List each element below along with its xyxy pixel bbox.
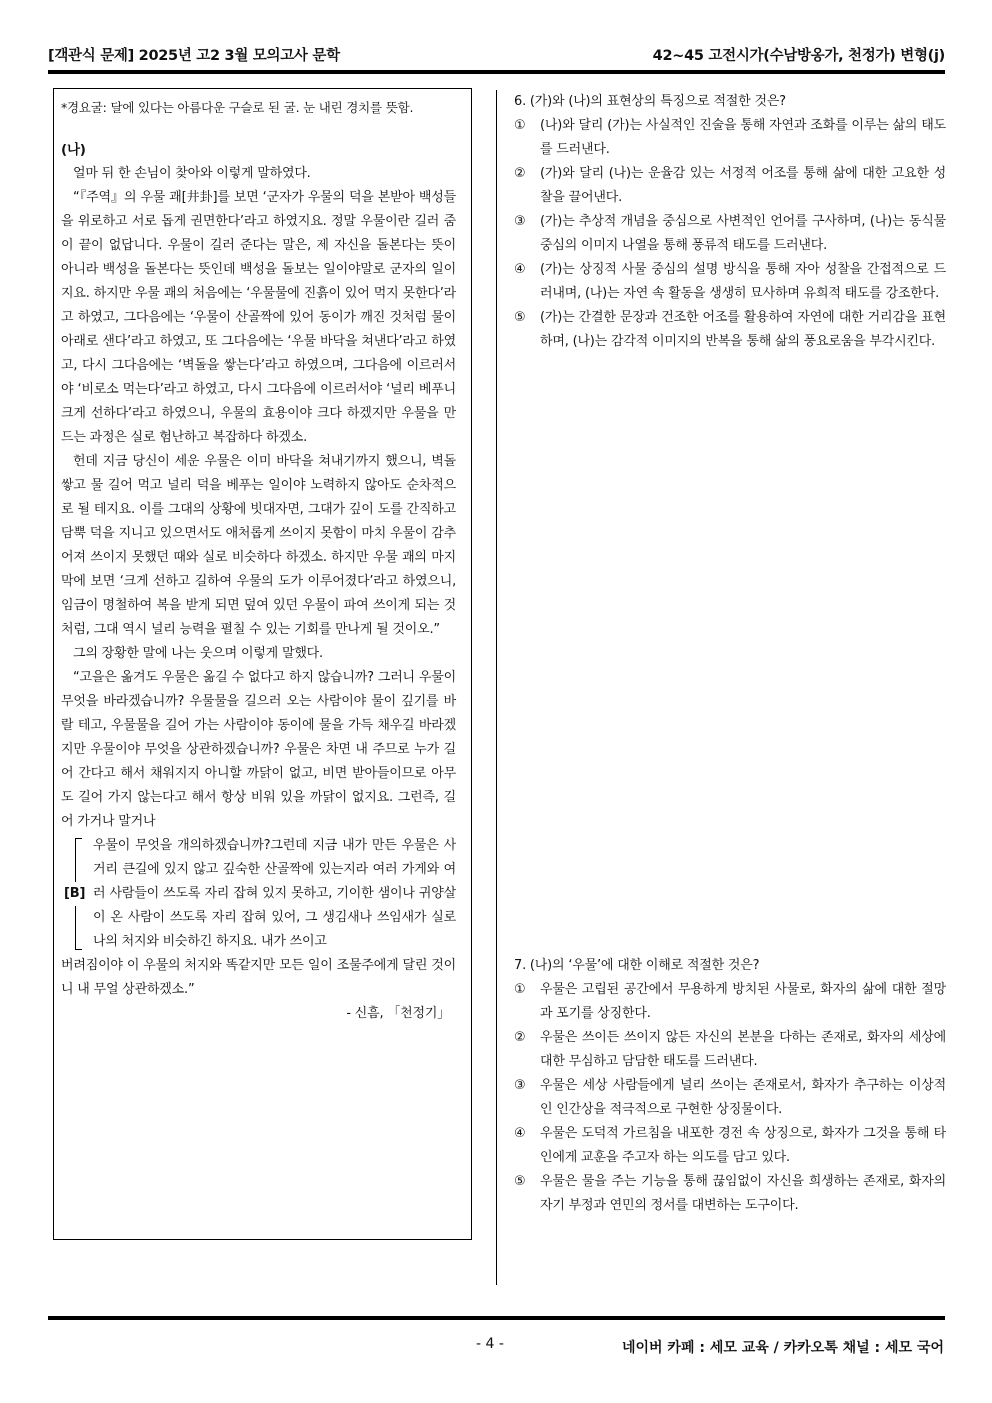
question-7-option-4[interactable] [514,1122,946,1170]
header-title: [객관식 문제] 2025년 고2 3월 모의고사 문학 [48,48,340,64]
header-rule [48,70,945,74]
footer-credit: 네이버 카페 : 세모 교육 / 카카오톡 채널 : 세모 국어 [621,1340,944,1356]
footer-rule [48,1316,945,1320]
page-header [48,44,945,66]
option-text: (가)는 간결한 문장과 건조한 어조를 활용하여 자연에 대한 거리감을 표현하며, (나)는 감각적 이미지의 반복을 통해 삶의 풍요로움을 부각시킨다. [540,310,946,349]
question-6-stem: 6. (가)와 (나)의 표현상의 특징으로 적절한 것은? [514,94,786,109]
option-number: ② [514,166,526,181]
option-text: (가)와 달리 (나)는 운율감 있는 서정적 어조를 통해 삶에 대한 고요한 성찰을 끌어낸다. [540,166,946,205]
option-text: (나)와 달리 (가)는 사실적인 진술을 통해 자연과 조화를 이루는 삶의 태도를 드러낸다. [540,118,946,157]
question-6-option-1[interactable] [514,114,946,162]
bracket-b-section [61,834,456,954]
passage-closing: 버려짐이야 이 우물의 처지와 똑같지만 모든 일이 조물주에게 달린 것이니 내 무얼 상관하겠소.” [61,958,456,997]
page-number: - 4 - [476,1336,504,1352]
option-text: 우물은 물을 주는 기능을 통해 끊임없이 자신을 희생하는 존재로, 화자의 자기 부정과 연민의 정서를 대변하는 도구이다. [540,1174,946,1213]
column-divider [496,90,497,1285]
option-number: ③ [514,214,526,229]
option-number: ① [514,118,526,133]
question-7-option-2[interactable] [514,1026,946,1074]
option-number: ④ [514,1126,526,1141]
option-number: ④ [514,262,526,277]
option-number: ⑤ [514,310,526,325]
option-number: ② [514,1030,526,1045]
question-7-stem: 7. (나)의 ‘우물’에 대한 이해로 적절한 것은? [514,958,760,973]
passage-paragraph-2: “『주역』의 우물 괘[井卦]를 보면 ‘군자가 우물의 덕을 본받아 백성들을 위로하고 서로 돕게 권면한다’라고 하였지요. 정말 우물이란 길러 줌이 끝이 없답니다. 우물이 길러 준다는 말은, 제 자신을 돌본다는 뜻이 아니라 백성을 돌본다는 뜻인데 백성을 돌보는 일이야말로 군자의 일이지요. 하지만 우물 괘의 처음에는 ‘우물물에 진흙이 있어 먹지 못한다’라고 하였고, 그다음에는 ‘우물이 산골짝에 있어 동이가 깨진 것처럼 물이 아래로 샌다’라고 하였고, 또 그다음에는 ‘우물 바닥을 쳐낸다’라고 하였고, 다시 그다음에는 ‘벽돌을 쌓는다’라고 하였으며, 그다음에 이르러서야 ‘비로소 먹는다’라고 하였고, 다시 그다음에 이르러서야 ‘널리 베푸니 크게 선하다’라고 하였으니, 우물의 효용이야 크다 하겠지만 우물을 만드는 과정은 실로 험난하고 복잡하다 하겠소. [61,190,456,445]
question-7 [514,954,946,1218]
passage-source: - 신흠, 「천정기」 [346,1006,450,1021]
option-text: 우물은 도덕적 가르침을 내포한 경전 속 상징으로, 화자가 그것을 통해 타인에게 교훈을 주고자 하는 의도를 담고 있다. [540,1126,946,1165]
question-7-option-5[interactable] [514,1170,946,1218]
question-7-option-3[interactable] [514,1074,946,1122]
bracket-text: 우물이 무엇을 개의하겠습니까?그런데 지금 내가 만든 우물은 사거리 큰길에 있지 않고 깊숙한 산골짝에 있는지라 여러 가게와 여러 사람들이 쓰도록 자리 잡혀 있지 못하고, 기이한 샘이나 귀양살이 온 사람이 쓰도록 자리 잡혀 있어, 그 생김새나 쓰임새가 실로 나의 처지와 비슷하긴 하지요. 내가 쓰이고 [93,838,456,949]
option-text: 우물은 고립된 공간에서 무용하게 방치된 사물로, 화자의 삶에 대한 절망과 포기를 상징한다. [540,982,946,1021]
passage-paragraph-5: “고을은 옮겨도 우물은 옮길 수 없다고 하지 않습니까? 그러니 우물이 무엇을 바라겠습니까? 우물물을 길으러 오는 사람이야 물이 깊기를 바랄 테고, 우물물을 길어 가는 사람이야 동이에 물을 가득 채우길 바라겠지만 우물이야 무엇을 상관하겠습니까? 우물은 차면 내 주므로 누가 길어 간다고 해서 채워지지 아니할 까닭이 없고, 비면 받아들이므로 아무도 길어 가지 않는다고 해서 항상 비워 있을 까닭이 없지요. 그런즉, 길어 가거나 말거나 [61,670,456,829]
passage-paragraph-1: 얼마 뒤 한 손님이 찾아와 이렇게 말하였다. [73,166,311,181]
passage-paragraph-4: 그의 장황한 말에 나는 웃으며 이렇게 말했다. [73,646,323,661]
question-7-option-1[interactable] [514,978,946,1026]
option-number: ⑤ [514,1174,526,1189]
option-text: 우물은 쓰이든 쓰이지 않든 자신의 본분을 다하는 존재로, 화자의 세상에 대한 무심하고 담담한 태도를 드러낸다. [540,1030,946,1069]
option-text: 우물은 세상 사람들에게 널리 쓰이는 존재로서, 화자가 추구하는 이상적인 인간상을 적극적으로 구현한 상징물이다. [540,1078,946,1117]
section-label: (나) [61,142,86,158]
passage-paragraph-3: 헌데 지금 당신이 세운 우물은 이미 바닥을 쳐내기까지 했으니, 벽돌 쌓고 물 길어 먹고 널리 덕을 베푸는 일이야 노력하지 않아도 순차적으로 될 테지요. 이를 그대의 상황에 빗대자면, 그대가 깊이 도를 간직하고 담뿍 덕을 지니고 있으면서도 애처롭게 쓰이지 못함이 마치 우물이 감추어져 쓰이지 못했던 때와 실로 비슷하다 하겠소. 하지만 우물 괘의 마지막에 보면 ‘크게 선하고 길하여 우물의 도가 이루어졌다’라고 하였으니, 임금이 명철하여 복을 받게 되면 덮여 있던 우물이 파여 쓰이게 되는 것처럼, 그대 역시 널리 능력을 펼칠 수 있는 기회를 만나게 될 것이오.” [61,454,456,637]
option-number: ① [514,982,526,997]
option-number: ③ [514,1078,526,1093]
question-6 [514,90,946,354]
question-6-option-2[interactable] [514,162,946,210]
header-subtitle: 42~45 고전시가(수남방옹가, 천정가) 변형(j) [652,48,945,64]
question-6-option-3[interactable] [514,210,946,258]
option-text: (가)는 상징적 사물 중심의 설명 방식을 통해 자아 성찰을 간접적으로 드러내며, (나)는 자연 속 활동을 생생히 묘사하며 유희적 태도를 강조한다. [540,262,946,301]
passage-content [61,96,456,1026]
footnote: *경요굴: 달에 있다는 아름다운 구슬로 된 굴. 눈 내린 경치를 뜻함. [61,100,414,115]
option-text: (가)는 추상적 개념을 중심으로 사변적인 언어를 구사하며, (나)는 동식물 중심의 이미지 나열을 통해 풍류적 태도를 드러낸다. [540,214,946,253]
bracket-label: [B] [63,882,86,906]
spacer [61,120,456,138]
question-6-option-4[interactable] [514,258,946,306]
question-6-option-5[interactable] [514,306,946,354]
